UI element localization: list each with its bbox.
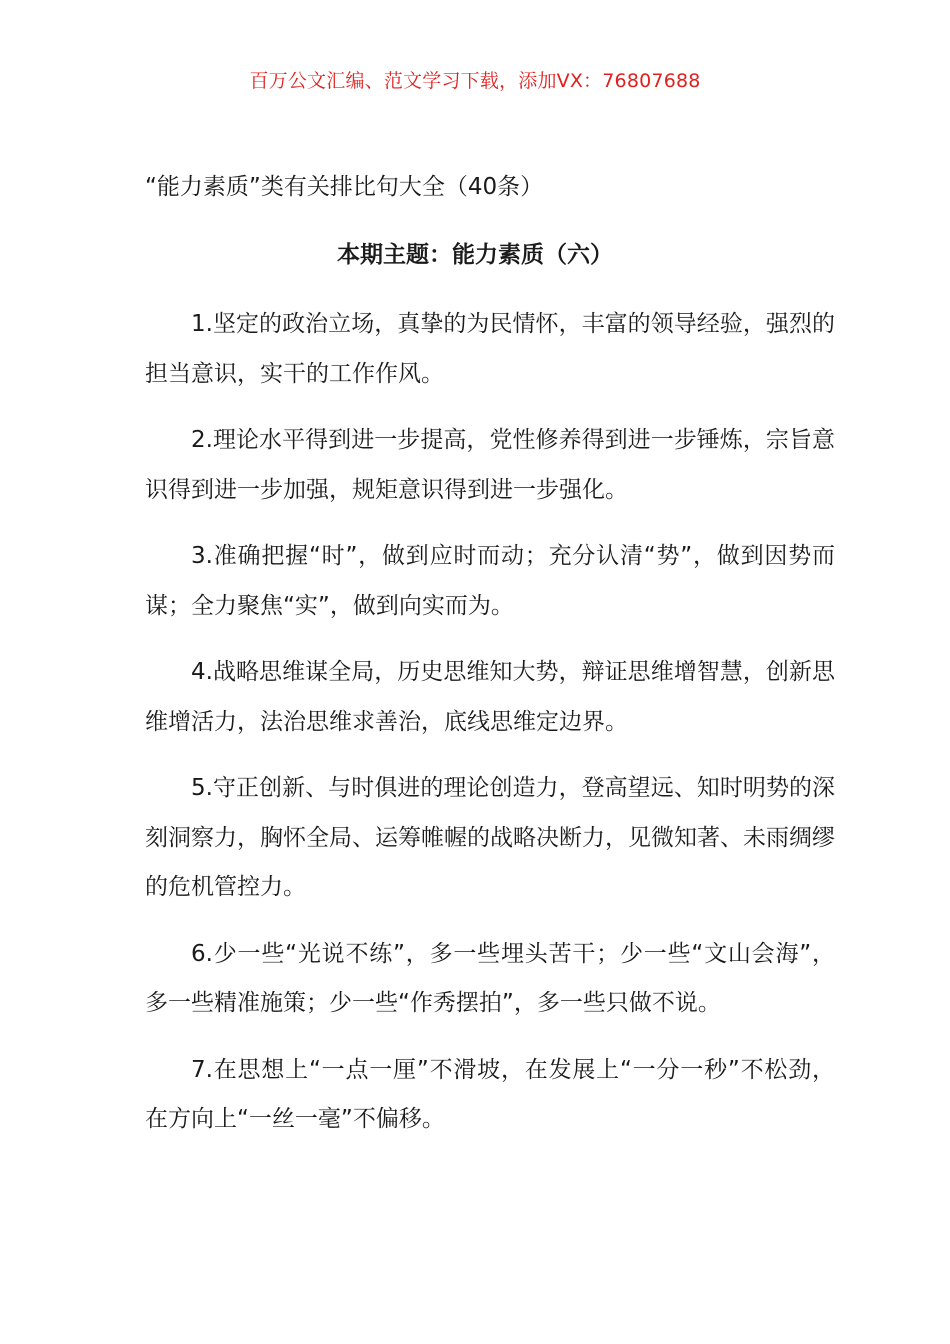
section-title: 本期主题：能力素质（六） (337, 242, 613, 268)
list-item: 4.战略思维谋全局，历史思维知大势，辩证思维增智慧，创新思维增活力，法治思维求善治，底线思维定边界。 (145, 659, 835, 735)
document-title: “能力素质”类有关排比句大全（40条） (145, 174, 544, 200)
list-item: 1.坚定的政治立场，真挚的为民情怀，丰富的领导经验，强烈的担当意识，实干的工作作风。 (145, 311, 835, 387)
list-item: 3.准确把握“时”，做到应时而动；充分认清“势”，做到因势而谋；全力聚焦“实”，做到向实而为。 (145, 543, 835, 619)
list-item: 5.守正创新、与时俱进的理论创造力，登高望远、知时明势的深刻洞察力，胸怀全局、运筹帷幄的战略决断力，见微知著、未雨绸缪的危机管控力。 (145, 775, 835, 900)
list-item: 7.在思想上“一点一厘”不滑坡，在发展上“一分一秒”不松劲，在方向上“一丝一毫”不偏移。 (145, 1056, 835, 1132)
item-list (145, 300, 835, 1162)
list-item: 6.少一些“光说不练”，多一些埋头苦干；少一些“文山会海”，多一些精准施策；少一些“作秀摆拍”，多一些只做不说。 (145, 940, 835, 1016)
header-note: 百万公文汇编、范文学习下载，添加VX：76807688 (249, 70, 701, 92)
list-item: 2.理论水平得到进一步提高，党性修养得到进一步锤炼，宗旨意识得到进一步加强，规矩意识得到进一步强化。 (145, 427, 835, 503)
